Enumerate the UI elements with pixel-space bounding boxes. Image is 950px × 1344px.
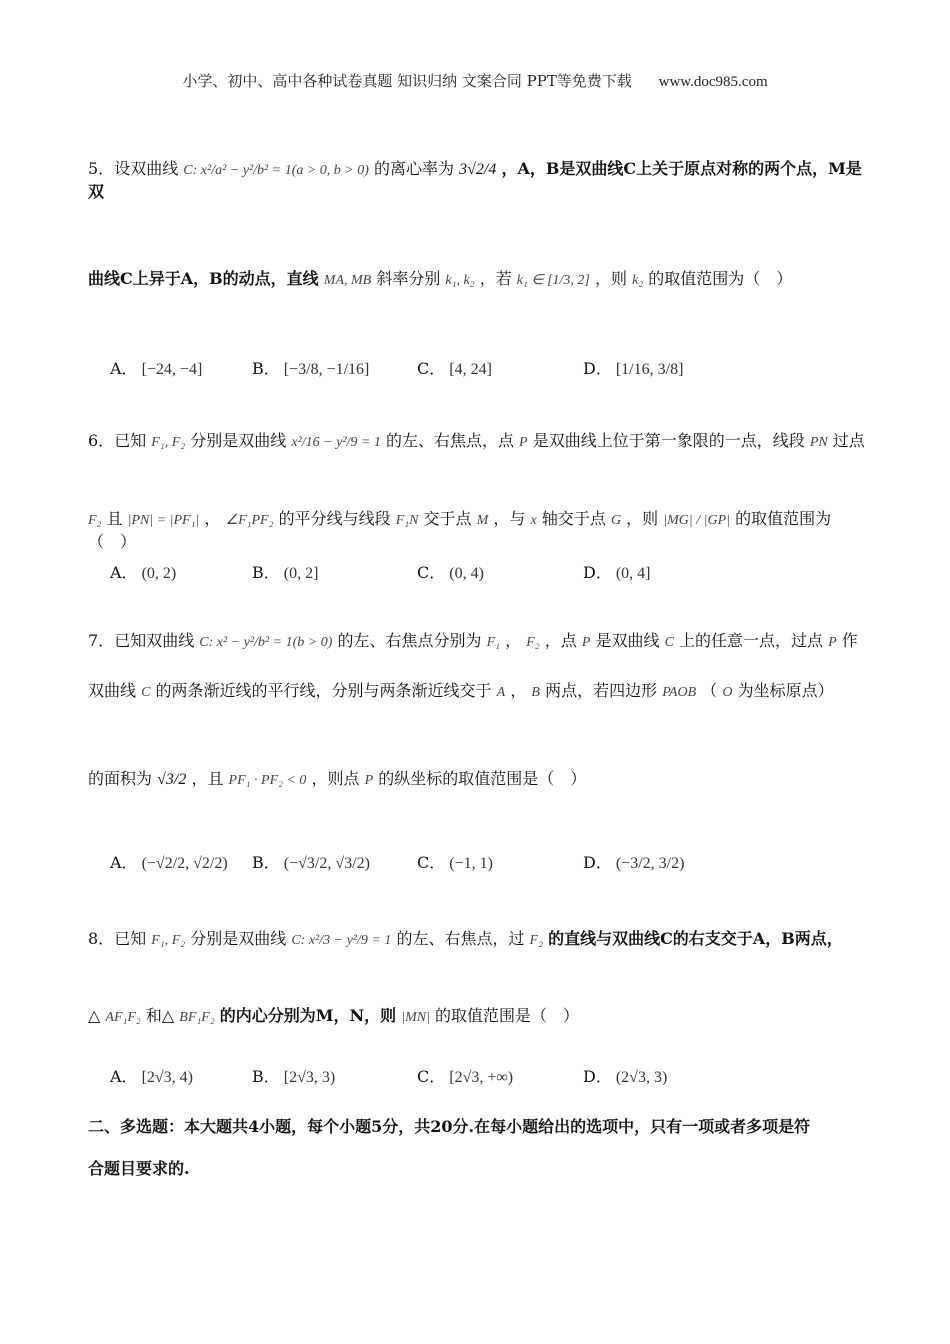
option-b[interactable] (252, 850, 370, 873)
lines-ma-mb: MA, MB (323, 273, 372, 288)
option-value: (0, 4] (615, 565, 651, 582)
dot-product: PF₁ · PF₂ < 0 (228, 773, 307, 788)
q-text: 和△ (145, 1006, 175, 1025)
q-text: 斜率分别 (376, 269, 441, 288)
triangle-bf1f2: BF₁F₂ (179, 1010, 215, 1025)
q-text: 的两条渐近线的平行线，分别与两条渐近线交于 (155, 681, 492, 700)
option-d[interactable] (583, 560, 651, 583)
q-text: 已知 (114, 431, 147, 450)
option-label: D． (583, 1067, 612, 1086)
q-text: ，且 (191, 769, 224, 788)
option-value: [1/16, 3/8] (615, 361, 684, 378)
segment-f1n: F₁N (395, 513, 419, 528)
option-c[interactable] (417, 1064, 513, 1087)
option-value: (0, 2) (141, 565, 177, 582)
q-text: ， (204, 509, 221, 528)
section-2-heading (88, 1106, 868, 1190)
q-text: ，点 (544, 631, 577, 650)
f2: F₂ (526, 635, 540, 650)
q-text: 已知双曲线 (114, 631, 195, 650)
option-value: [−24, −4] (141, 361, 203, 378)
q-text: 作 (841, 631, 858, 650)
hyperbola-equation: C: x²/3 − y²/9 = 1 (291, 933, 392, 948)
q-text: 为坐标原点） (737, 681, 834, 700)
q-text: 的离心率为 (374, 159, 455, 178)
q-text: 交于点 (423, 509, 472, 528)
q-text: 是双曲线 (595, 631, 660, 650)
q-text: 的取值范围为（ ） (88, 509, 832, 551)
option-a[interactable] (110, 1064, 193, 1087)
question-7-line2 (88, 680, 868, 703)
option-label: C． (417, 853, 446, 872)
option-label: A． (110, 563, 138, 582)
option-value: (−1, 1) (449, 855, 493, 872)
option-value: [2√3, 3) (283, 1069, 336, 1086)
question-5-line2 (88, 268, 868, 291)
page-header (0, 70, 950, 91)
point-g: G (610, 513, 622, 528)
option-d[interactable] (583, 1064, 667, 1087)
option-label: B． (252, 359, 280, 378)
option-label: C． (417, 359, 446, 378)
option-label: B． (252, 1067, 280, 1086)
foci: F₁, F₂ (151, 435, 186, 450)
option-value: (−√2/2, √2/2) (141, 855, 228, 872)
x-axis: x (530, 513, 537, 528)
option-label: B． (252, 563, 280, 582)
point-p: P (828, 635, 837, 650)
q-text: ， (510, 681, 527, 700)
question-7 (88, 630, 868, 653)
point-a: A (496, 685, 506, 700)
point-p: P (364, 773, 374, 788)
triangle-af1f2: AF₁F₂ (105, 1010, 141, 1025)
option-value: (−√3/2, √3/2) (283, 855, 370, 872)
option-d[interactable] (583, 850, 684, 873)
option-value: (0, 4) (449, 565, 484, 582)
option-value: [4, 24] (449, 361, 492, 378)
point-p: P (519, 435, 528, 450)
q-text: （ (701, 681, 718, 700)
q-text: ，则点 (311, 769, 360, 788)
q-text: 的纵坐标的取值范围是（ ） (378, 769, 587, 788)
option-value: (−3/2, 3/2) (615, 855, 685, 872)
question-7-line3 (88, 768, 868, 791)
f1: F₁ (486, 635, 500, 650)
curve-c: C (664, 635, 674, 650)
question-8 (88, 928, 868, 951)
q-text: ，若 (479, 269, 512, 288)
q-text: ，A，B是双曲线C上关于原点对称的两个点，M是双 (88, 159, 862, 202)
q-text: 的左、右焦点分别为 (337, 631, 482, 650)
q-text: ， (505, 631, 522, 650)
angle: ∠F₁PF₂ (225, 513, 274, 528)
q-text: 轴交于点 (541, 509, 606, 528)
option-d[interactable] (583, 356, 683, 379)
option-a[interactable] (110, 850, 228, 873)
option-label: D． (583, 563, 612, 582)
option-c[interactable] (417, 356, 492, 379)
q-text: 且 (106, 509, 123, 528)
triangle-symbol: △ (88, 1006, 101, 1025)
question-6-line2 (88, 508, 868, 553)
question-number: 7． (88, 631, 115, 650)
header-text: 小学、初中、高中各种试卷真题 知识归纳 文案合同 PPT等免费下载 (182, 72, 632, 90)
area: √3/2 (157, 771, 187, 788)
question-number: 5． (88, 159, 115, 178)
condition: |PN| = |PF₁| (127, 513, 200, 528)
hyperbola-equation: C: x²/a² − y²/b² = 1(a > 0, b > 0) (183, 163, 369, 178)
q-text: ，与 (493, 509, 526, 528)
origin-o: O (722, 685, 733, 700)
q-text: 的取值范围为（ ） (648, 269, 793, 288)
point-m: M (476, 513, 489, 528)
eccentricity: 3√2/4 (459, 161, 497, 178)
f2: F₂ (529, 933, 543, 948)
slopes: k₁, k₂ (445, 273, 475, 288)
q-text: 两点，若四边形 (545, 681, 658, 700)
question-8-line2 (88, 1005, 868, 1028)
option-value: [2√3, +∞) (449, 1069, 514, 1086)
option-a[interactable] (110, 356, 202, 379)
hyperbola-equation: x²/16 − y²/9 = 1 (291, 435, 381, 450)
ratio: |MG| / |GP| (663, 513, 730, 528)
k2: k₂ (632, 273, 644, 288)
q-text: 双曲线 (88, 681, 137, 700)
q-text: 是双曲线上位于第一象限的一点，线段 (532, 431, 805, 450)
q-text: 已知 (114, 929, 147, 948)
option-b[interactable] (252, 560, 318, 583)
q-text: 设双曲线 (114, 159, 179, 178)
option-value: (0, 2] (283, 565, 319, 582)
question-6 (88, 430, 868, 453)
section-text: 合题目要求的. (88, 1159, 190, 1178)
option-label: B． (252, 853, 280, 872)
q-text: 的直线与双曲线C的右支交于A，B两点， (548, 929, 843, 948)
question-5 (88, 158, 868, 204)
option-label: A． (110, 1067, 138, 1086)
option-label: C． (417, 1067, 446, 1086)
q-text: 的左、右焦点，点 (385, 431, 514, 450)
section-text: 二、多选题：本大题共4小题，每个小题5分，共20分.在每小题给出的选项中，只有一项或者多项是符 (88, 1117, 811, 1136)
distance-mn: |MN| (401, 1010, 430, 1025)
option-label: A． (110, 853, 138, 872)
f2: F₂ (88, 513, 102, 528)
option-c[interactable] (417, 850, 493, 873)
segment-pn: PN (809, 435, 828, 450)
foci: F₁, F₂ (151, 933, 186, 948)
curve-c: C (141, 685, 151, 700)
header-site: www.doc985.com (658, 74, 768, 90)
k1-range: k₁ ∈ [1/3, 2] (516, 273, 590, 288)
question-number: 8． (88, 929, 115, 948)
q-text: ，则 (594, 269, 627, 288)
option-label: A． (110, 359, 138, 378)
quad-paob: PAOB (662, 685, 697, 700)
q-text: ，则 (626, 509, 659, 528)
point-p: P (581, 635, 591, 650)
point-b: B (531, 685, 540, 700)
q-text: 的取值范围是（ ） (435, 1006, 580, 1025)
hyperbola-equation: C: x² − y²/b² = 1(b > 0) (199, 635, 333, 650)
option-value: (2√3, 3) (615, 1069, 668, 1086)
q-text: 过点 (832, 431, 865, 450)
q-text: 分别是双曲线 (190, 929, 287, 948)
option-label: D． (583, 359, 612, 378)
q-text: 的面积为 (88, 769, 153, 788)
q-text: 的内心分别为M，N，则 (219, 1006, 397, 1025)
q-text: 分别是双曲线 (190, 431, 287, 450)
q-text: 上的任意一点，过点 (679, 631, 824, 650)
option-label: C． (417, 563, 446, 582)
q-text: 曲线C上异于A，B的动点，直线 (88, 269, 319, 288)
q-text: 的平分线与线段 (278, 509, 391, 528)
option-value: [−3/8, −1/16] (283, 361, 370, 378)
option-a[interactable] (110, 560, 176, 583)
option-c[interactable] (417, 560, 484, 583)
option-b[interactable] (252, 356, 369, 379)
option-value: [2√3, 4) (141, 1069, 193, 1086)
option-label: D． (583, 853, 612, 872)
option-b[interactable] (252, 1064, 335, 1087)
question-number: 6． (88, 431, 115, 450)
q-text: 的左、右焦点，过 (396, 929, 525, 948)
